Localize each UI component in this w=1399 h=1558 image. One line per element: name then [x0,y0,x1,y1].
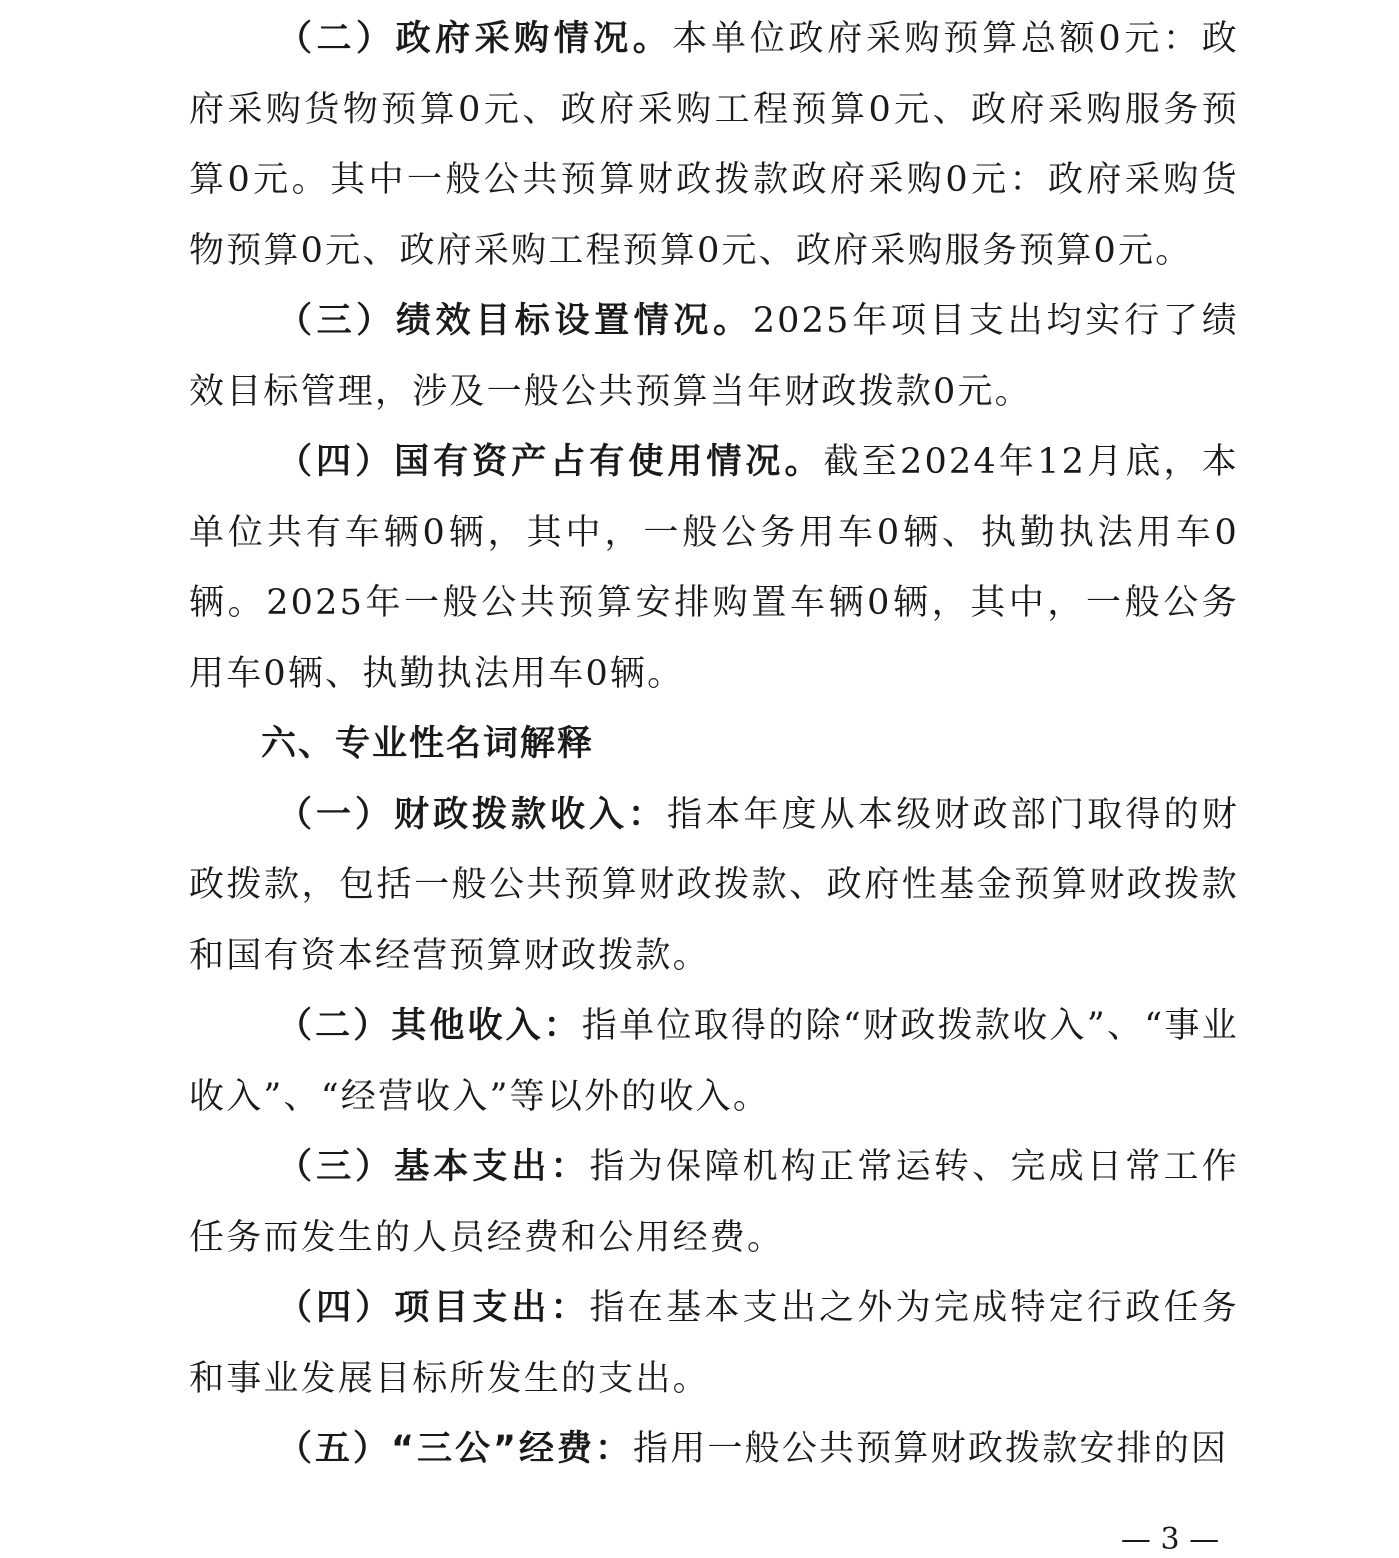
definition-basic-expenditure [189,1132,1239,1273]
paragraph-lead: （四）国有资产占有使用情况。 [277,442,824,482]
definition-term: （五）“三公”经费： [277,1429,634,1469]
paragraph-lead: （二）政府采购情况。 [277,19,673,59]
definition-term: （二）其他收入： [277,1006,582,1046]
paragraph-text: 2025年项目支出均实行了绩效目标管理，涉及一般公共预算当年财政拨款0元。 [189,301,1239,412]
definition-term: （四）项目支出： [277,1288,590,1328]
page-number: — 3 — [1120,1522,1220,1557]
paragraph-text: 截至2024年12月底，本单位共有车辆0辆，其中，一般公务用车0辆、执勤执法用车0辆。2025年一般公共预算安排购置车辆0辆，其中，一般公务用车0辆、执勤执法用车0辆。 [189,442,1239,694]
page-content [189,4,1239,1485]
paragraph-text: 本单位政府采购预算总额0元：政府采购货物预算0元、政府采购工程预算0元、政府采购服务预算0元。其中一般公共预算财政拨款政府采购0元：政府采购货物预算0元、政府采购工程预算0元、政府采购服务预算0元。 [189,19,1239,271]
definition-text: 指单位取得的除“财政拨款收入”、“事业收入”、“经营收入”等以外的收入。 [189,1006,1239,1117]
paragraph-state-assets [189,427,1239,709]
definition-text: 指用一般公共预算财政拨款安排的因 [633,1429,1229,1469]
section-heading: 六、专业性名词解释 [261,724,595,764]
definition-text: 指为保障机构正常运转、完成日常工作任务而发生的人员经费和公用经费。 [189,1147,1239,1258]
definition-term: （一）财政拨款收入： [277,794,667,835]
definition-project-expenditure [189,1273,1239,1414]
paragraph-government-procurement [189,4,1239,286]
paragraph-lead: （三）绩效目标设置情况。 [277,301,753,341]
definition-text: 指本年度从本级财政部门取得的财政拨款，包括一般公共预算财政拨款、政府性基金预算财政拨款和国有资本经营预算财政拨款。 [189,794,1239,976]
definition-other-income [189,991,1239,1132]
definition-three-public-expenses [189,1414,1239,1485]
paragraph-performance-targets [189,286,1239,427]
definition-term: （三）基本支出： [277,1147,590,1187]
definition-text: 指在基本支出之外为完成特定行政任务和事业发展目标所发生的支出。 [189,1288,1239,1399]
definition-fiscal-appropriation-income [189,780,1239,992]
